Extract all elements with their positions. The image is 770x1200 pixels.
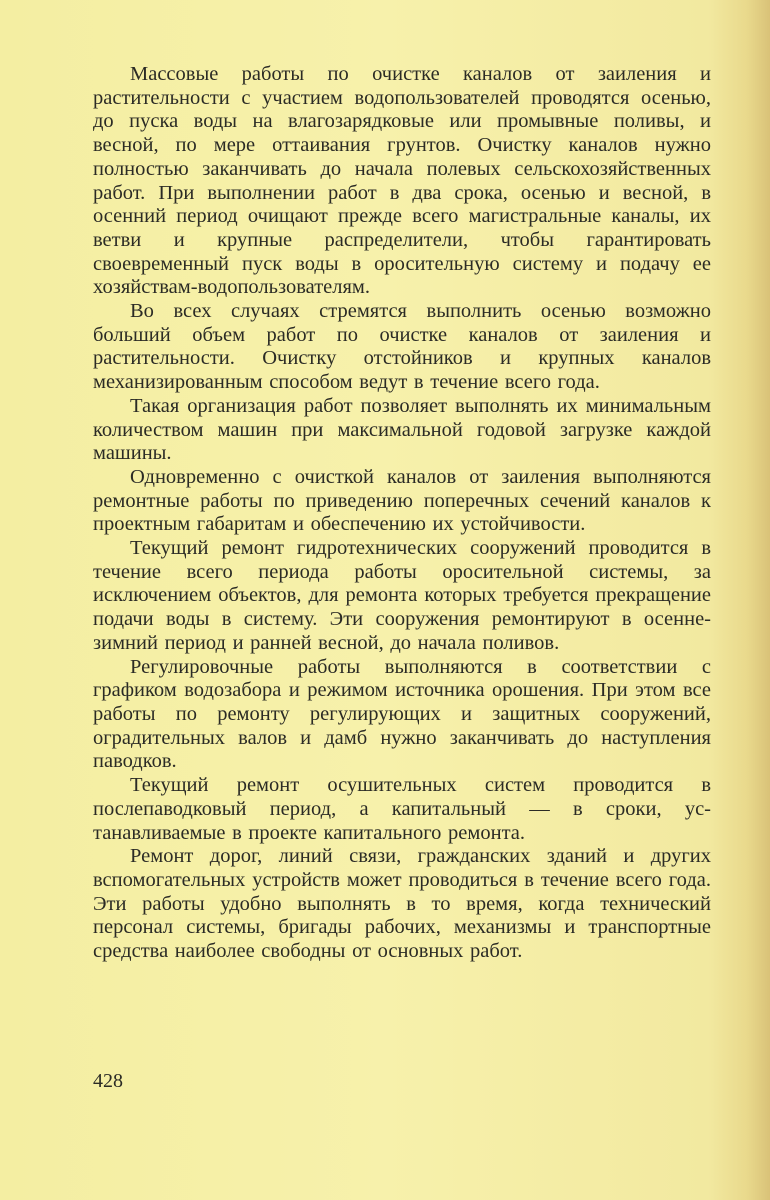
page-number: 428 <box>93 1070 123 1092</box>
paragraph-7: Текущий ремонт осушительных систем проводится в послепаводковый период, а капитальный — в сроки, устанавливаемые в проекте капитального ремонта. <box>93 774 711 844</box>
paragraph-5: Текущий ремонт гидротехнических сооружений проводится в течение всего периода работы оросительной системы, за исключением объектов, для ремонта которых требуется прекращение подачи воды в систему. Эти сооружения ремонтируют в осенне-зимний период и ранней весной, до начала поливов. <box>93 537 711 654</box>
paragraph-6: Регулировочные работы выполняются в соответствии с графиком водозабора и режимом источника орошения. При этом все работы по ремонту регулирующих и защитных сооружений, оградительных валов и дамб нужно заканчивать до наступления паводков. <box>93 655 711 773</box>
paragraph-3: Такая организация работ позволяет выполнять их минимальным количеством машин при максимальной годовой загрузке каждой машины. <box>93 394 711 465</box>
paragraph-1: Массовые работы по очистке каналов от заиления и растительности с участием водопользователей проводятся осенью, до пуска воды на влагозарядковые или промывные поливы, и весной, по мере оттаивания грунтов. Очистку каналов нужно полностью заканчивать до начала полевых сельскохозяйственных работ. При выполнении работ в два срока, осенью и весной, в осенний период очищают прежде всего магистральные каналы, их ветви и крупные распределители, чтобы гарантировать своевременный пуск воды в оросительную систему и подачу ее хозяйствам-водопользователям. <box>93 63 711 299</box>
paragraph-2: Во всех случаях стремятся выполнить осенью возможно больший объем работ по очистке каналов от заиления и растительности. Очистку отстойников и крупных каналов механизированным способом ведут в течение всего года. <box>93 300 711 394</box>
paragraph-8: Ремонт дорог, линий связи, гражданских зданий и других вспомогательных устройств может проводиться в течение всего года. Эти работы удобно выполнять в то время, когда технический персонал системы, бригады рабочих, механизмы и транспортные средства наиболее свободны от основных работ. <box>93 845 711 963</box>
paragraph-4: Одновременно с очисткой каналов от заиления выполняются ремонтные работы по приведению поперечных сечений каналов к проектным габаритам и обеспечению их устойчивости. <box>93 465 711 536</box>
body-text <box>93 63 711 964</box>
